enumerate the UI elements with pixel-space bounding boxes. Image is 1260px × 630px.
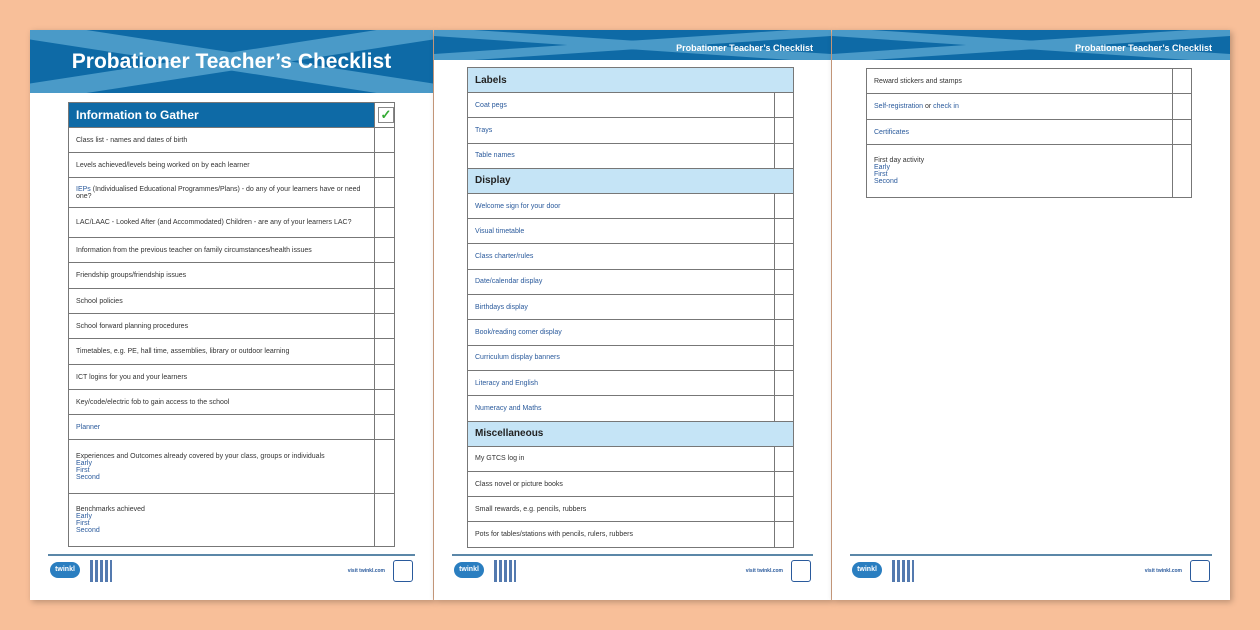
item-cell — [867, 69, 1173, 94]
checkbox-cell[interactable] — [375, 494, 395, 547]
section-header-cell — [468, 168, 794, 193]
item-cell — [867, 94, 1173, 120]
level-link[interactable]: Early — [76, 459, 92, 467]
checklist-row — [468, 345, 794, 370]
quality-badge-icon — [791, 560, 811, 582]
checklist-row — [468, 118, 794, 143]
page-header — [434, 30, 831, 60]
checklist-row — [867, 120, 1192, 145]
item-cell — [468, 93, 775, 118]
item-cell — [468, 295, 775, 320]
item-cell — [867, 145, 1173, 198]
checklist-row — [468, 193, 794, 218]
qr-code-icon — [494, 560, 516, 582]
page-1 — [30, 30, 433, 600]
section-header — [69, 103, 395, 128]
item-cell — [468, 446, 775, 471]
item-cell — [69, 153, 375, 178]
item-link[interactable]: Curriculum display banners — [475, 354, 560, 362]
checkbox-cell[interactable] — [375, 128, 395, 153]
item-text: Key/code/electric fob to gain access to the school — [76, 398, 230, 406]
section-title: Information to Gather — [76, 108, 199, 122]
checklist-row — [867, 94, 1192, 120]
level-link[interactable]: Second — [874, 178, 898, 185]
checkbox-cell[interactable] — [375, 339, 395, 365]
visit-link[interactable]: visit twinkl.com — [1144, 568, 1182, 574]
checklist-row — [867, 69, 1192, 94]
checkbox-cell[interactable] — [1173, 145, 1192, 198]
item-link[interactable]: Class charter/rules — [475, 253, 534, 261]
checkbox-cell[interactable] — [1173, 120, 1192, 145]
item-cell — [468, 244, 775, 269]
checklist-row — [468, 446, 794, 471]
checkbox-cell[interactable] — [775, 93, 794, 118]
checklist-row — [468, 471, 794, 496]
checkbox-cell[interactable] — [775, 143, 794, 168]
visit-link[interactable]: visit twinkl.com — [745, 568, 783, 574]
item-link[interactable]: Welcome sign for your door — [475, 202, 561, 210]
check-icon: ✓ — [378, 107, 394, 123]
item-cell — [468, 219, 775, 244]
checkbox-cell[interactable] — [775, 345, 794, 370]
checklist-row — [468, 219, 794, 244]
checklist-row — [69, 263, 395, 289]
item-cell — [468, 522, 775, 547]
item-cell — [468, 320, 775, 345]
item-text: Class list - names and dates of birth — [76, 136, 188, 144]
page-title: Probationer Teacher’s Checklist — [1075, 43, 1212, 53]
checkbox-cell[interactable] — [775, 118, 794, 143]
checkbox-cell[interactable] — [775, 295, 794, 320]
information-checklist — [68, 102, 395, 547]
checkbox-cell[interactable] — [375, 415, 395, 440]
section-header-cell — [468, 68, 794, 93]
level-link[interactable]: First — [874, 171, 888, 178]
item-cell — [468, 118, 775, 143]
item-link[interactable]: Certificates — [874, 128, 910, 136]
item-cell — [69, 390, 375, 415]
quality-badge-icon — [1190, 560, 1210, 582]
footer — [452, 554, 813, 582]
qr-code-icon — [892, 560, 914, 582]
qr-code-icon — [90, 560, 112, 582]
item-link[interactable]: Table names — [475, 152, 515, 160]
level-link[interactable]: Second — [76, 473, 100, 481]
item-cell — [69, 314, 375, 339]
level-link[interactable]: Second — [76, 527, 100, 534]
item-text: My GTCS log in — [475, 455, 525, 463]
checklist-row — [69, 238, 395, 263]
checkbox-cell[interactable] — [375, 365, 395, 390]
section-title: Display — [475, 175, 511, 187]
item-link[interactable]: Planner — [76, 423, 101, 431]
item-link[interactable]: Date/calendar display — [475, 278, 543, 286]
checkbox-cell[interactable] — [775, 244, 794, 269]
checkbox-cell[interactable] — [375, 208, 395, 238]
item-link[interactable]: Literacy and English — [475, 379, 539, 387]
page-3 — [832, 30, 1230, 600]
item-cell — [468, 497, 775, 522]
checklist-row — [468, 295, 794, 320]
checklist-row — [69, 314, 395, 339]
checkbox-cell[interactable] — [775, 269, 794, 294]
quality-badge-icon — [393, 560, 413, 582]
item-cell — [69, 208, 375, 238]
checkbox-cell[interactable] — [1173, 69, 1192, 94]
item-cell — [468, 396, 775, 421]
checklist-row — [468, 370, 794, 395]
page-2 — [434, 30, 831, 600]
item-cell — [69, 440, 375, 494]
item-link[interactable]: Numeracy and Maths — [475, 404, 542, 412]
level-link[interactable]: First — [76, 520, 90, 527]
visit-link[interactable]: visit twinkl.com — [347, 568, 385, 574]
twinkl-logo: twinkl — [50, 562, 80, 578]
checkbox-cell[interactable] — [775, 471, 794, 496]
section-header — [468, 68, 794, 93]
checkbox-cell[interactable] — [375, 390, 395, 415]
section-header — [468, 168, 794, 193]
page-title: Probationer Teacher’s Checklist — [71, 50, 392, 73]
item-link[interactable]: Coat pegs — [475, 101, 507, 109]
checklist-row — [69, 365, 395, 390]
checkbox-cell[interactable] — [775, 320, 794, 345]
checklist-row — [468, 522, 794, 547]
checklist-row — [69, 153, 395, 178]
item-link[interactable]: IEPs — [76, 185, 91, 193]
item-text: Timetables, e.g. PE, hall time, assemblies, library or outdoor learning — [76, 348, 290, 355]
checkbox-cell[interactable] — [775, 219, 794, 244]
checkbox-cell[interactable] — [775, 497, 794, 522]
checklist-row — [69, 415, 395, 440]
item-text: (Individualised Educational Programmes/Plans) - do any of your learners have or need one? — [76, 185, 361, 200]
item-cell — [468, 193, 775, 218]
item-text: School policies — [76, 297, 123, 305]
item-cell — [69, 494, 375, 547]
checkbox-cell[interactable] — [775, 522, 794, 547]
checklist-row — [468, 244, 794, 269]
item-cell — [867, 120, 1173, 145]
page-header — [30, 30, 433, 93]
checklist-row — [468, 396, 794, 421]
item-cell — [468, 269, 775, 294]
item-text: or — [923, 103, 934, 110]
item-cell — [69, 415, 375, 440]
checklist-row — [69, 339, 395, 365]
section-header — [468, 421, 794, 446]
extra-checklist — [866, 68, 1192, 198]
checklist-row — [867, 145, 1192, 198]
checkbox-cell[interactable] — [775, 370, 794, 395]
item-link[interactable]: Visual timetable — [475, 227, 525, 235]
checkbox-cell[interactable] — [1173, 94, 1192, 120]
item-cell — [468, 143, 775, 168]
section-header-cell — [468, 421, 794, 446]
item-text: ICT logins for you and your learners — [76, 373, 188, 381]
item-text: Pots for tables/stations with pencils, rulers, rubbers — [475, 531, 633, 539]
item-text: School forward planning procedures — [76, 322, 189, 330]
page-title: Probationer Teacher’s Checklist — [676, 43, 813, 53]
page-header — [832, 30, 1230, 60]
checklist-row — [69, 178, 395, 208]
section-title: Miscellaneous — [475, 428, 544, 440]
checkbox-cell[interactable] — [375, 314, 395, 339]
checkbox-cell[interactable] — [375, 289, 395, 314]
header-check-cell — [375, 103, 395, 128]
item-cell — [468, 471, 775, 496]
item-text: First day activity — [874, 157, 925, 164]
item-cell — [69, 289, 375, 314]
checklist-row — [69, 494, 395, 547]
footer — [48, 554, 415, 582]
checklist-row — [69, 289, 395, 314]
item-cell — [468, 370, 775, 395]
item-text: Levels achieved/levels being worked on by each learner — [76, 161, 250, 169]
checklist-row — [468, 497, 794, 522]
section-title: Labels — [475, 74, 507, 86]
level-link[interactable]: Early — [76, 513, 92, 520]
checkbox-cell[interactable] — [775, 193, 794, 218]
checkbox-cell[interactable] — [375, 178, 395, 208]
item-text: Friendship groups/friendship issues — [76, 272, 187, 279]
level-link[interactable]: Early — [874, 164, 890, 171]
checklist-row — [468, 93, 794, 118]
item-text: Benchmarks achieved — [76, 506, 145, 513]
item-cell — [69, 128, 375, 153]
item-text: Experiences and Outcomes already covered by your class, groups or individuals — [76, 452, 325, 460]
checkbox-cell[interactable] — [775, 446, 794, 471]
item-text: Small rewards, e.g. pencils, rubbers — [475, 505, 587, 513]
checkbox-cell[interactable] — [375, 238, 395, 263]
item-link[interactable]: Self-registration — [874, 103, 924, 110]
item-text: LAC/LAAC - Looked After (and Accommodated) Children - are any of your learners LAC? — [76, 219, 352, 226]
checklist-row — [468, 320, 794, 345]
item-link[interactable]: Book/reading corner display — [475, 329, 562, 337]
checklist-row — [468, 143, 794, 168]
checklist-row — [69, 208, 395, 238]
checkbox-cell[interactable] — [375, 263, 395, 289]
item-cell — [69, 178, 375, 208]
twinkl-logo: twinkl — [454, 562, 484, 578]
footer — [850, 554, 1212, 582]
item-cell — [69, 365, 375, 390]
item-text: Class novel or picture books — [475, 480, 563, 488]
checklist-row — [468, 269, 794, 294]
checkbox-cell[interactable] — [775, 396, 794, 421]
item-cell — [69, 339, 375, 365]
item-cell — [468, 345, 775, 370]
item-link[interactable]: Trays — [475, 126, 493, 134]
twinkl-logo: twinkl — [852, 562, 882, 578]
item-link[interactable]: Birthdays display — [475, 303, 528, 311]
item-link[interactable]: check in — [933, 103, 959, 110]
checkbox-cell[interactable] — [375, 440, 395, 494]
checklist-row — [69, 440, 395, 494]
item-text: Information from the previous teacher on family circumstances/health issues — [76, 246, 312, 254]
item-text: Reward stickers and stamps — [874, 77, 962, 85]
checkbox-cell[interactable] — [375, 153, 395, 178]
checklist-row — [69, 390, 395, 415]
level-link[interactable]: First — [76, 466, 90, 474]
item-cell — [69, 238, 375, 263]
classroom-checklist — [467, 67, 794, 548]
checklist-row — [69, 128, 395, 153]
item-cell — [69, 263, 375, 289]
section-header-cell — [69, 103, 375, 128]
